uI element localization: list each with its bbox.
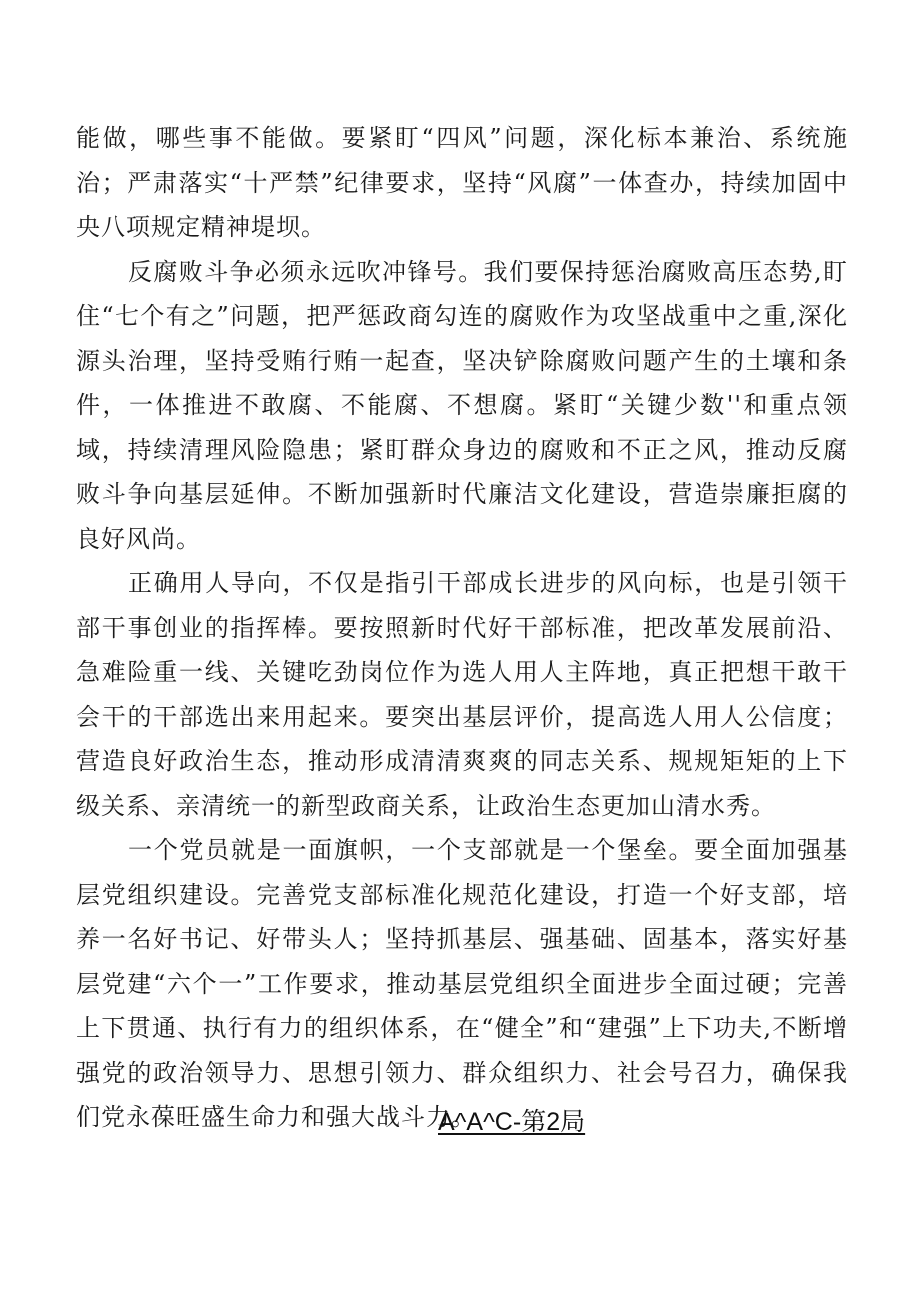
paragraph-3: 正确用人导向，不仅是指引干部成长进步的风向标，也是引领干部干事创业的指挥棒。要按照新时代好干部标准，把改革发展前沿、急难险重一线、关键吃劲岗位作为选人用人主阵地，真正把想干敢干会干的干部选出来用起来。要突出基层评价，提高选人用人公信度；营造良好政治生态，推动形成清清爽爽的同志关系、规规矩矩的上下级关系、亲清统一的新型政商关系，让政治生态更加山清水秀。 — [76, 569, 848, 820]
paragraph-1: 能做，哪些事不能做。要紧盯“四风”问题，深化标本兼治、系统施治；严肃落实“十严禁”纪律要求，坚持“风腐”一体查办，持续加固中央八项规定精神堤坝。 — [76, 124, 848, 241]
document-body — [76, 116, 848, 1140]
paragraph-2: 反腐败斗争必须永远吹冲锋号。我们要保持惩治腐败高压态势,盯住“七个有之”问题，把严惩政商勾连的腐败作为攻坚战重中之重,深化源头治理，坚持受贿行贿一起查，坚决铲除腐败问题产生的土壤和条件，一体推进不敢腐、不能腐、不想腐。紧盯“关键少数''和重点领域，持续清理风险隐患；紧盯群众身边的腐败和不正之风，推动反腐败斗争向基层延伸。不断加强新时代廉洁文化建设，营造崇廉拒腐的良好风尚。 — [76, 257, 848, 553]
page-footer: A^A^C-第2局 — [438, 1108, 586, 1136]
paragraph-4: 一个党员就是一面旗帜，一个支部就是一个堡垒。要全面加强基层党组织建设。完善党支部标准化规范化建设，打造一个好支部，培养一名好书记、好带头人；坚持抓基层、强基础、固基本，落实好基层党建“六个一”工作要求，推动基层党组织全面进步全面过硬；完善上下贯通、执行有力的组织体系，在“健全”和“建强”上下功夫,不断增强党的政治领导力、思想引领力、群众组织力、社会号召力，确保我们党永葆旺盛生命力和强大战斗力。 — [76, 836, 848, 1131]
